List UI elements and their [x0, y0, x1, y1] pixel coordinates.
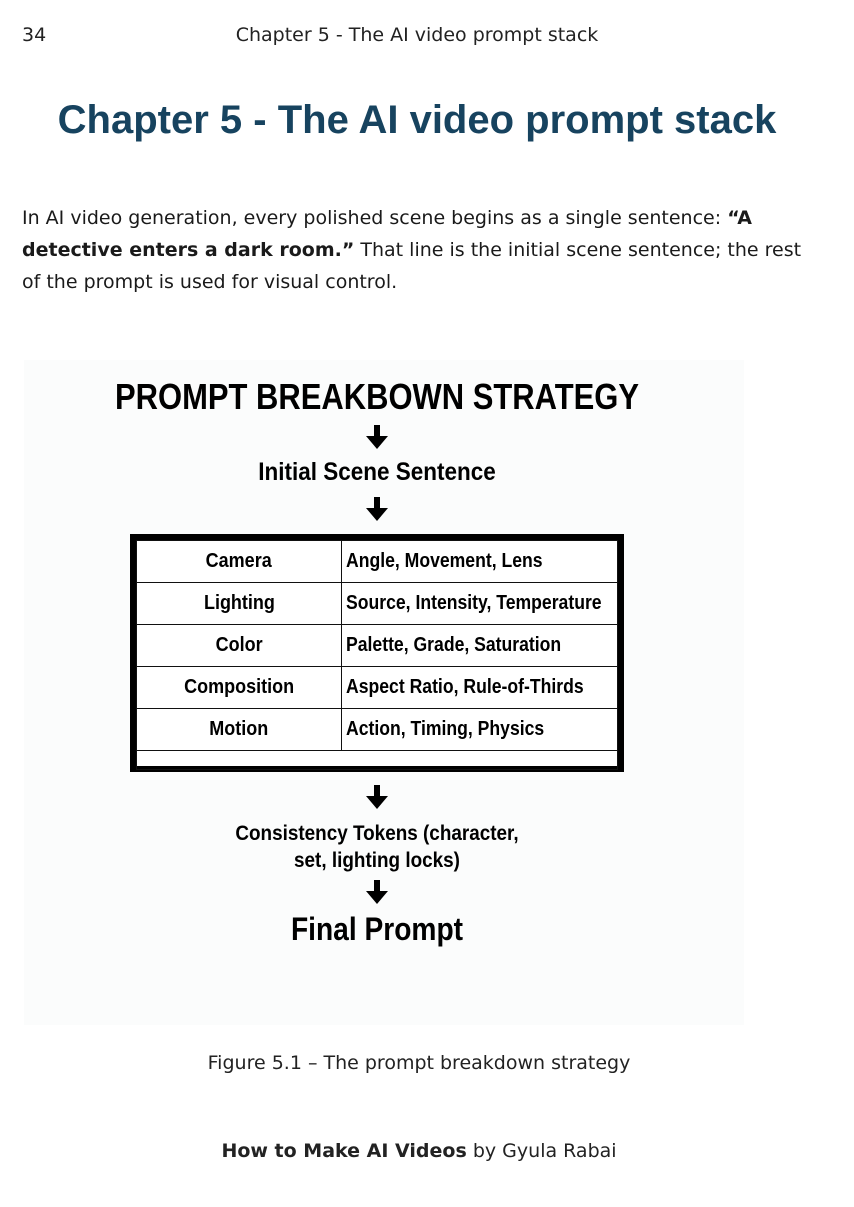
attributes-cell: Aspect Ratio, Rule-of-Thirds: [342, 667, 618, 709]
page-number: 34: [22, 24, 47, 46]
intro-lead: In AI video generation, every polished scene begins as a single sentence:: [22, 207, 728, 229]
diagram-title: PROMPT BREAKBOWN STRATEGY: [114, 376, 640, 417]
down-arrow-icon: [364, 424, 390, 450]
running-header: [0, 22, 854, 50]
consistency-tokens-label: [59, 820, 694, 874]
down-arrow-icon: [364, 879, 390, 905]
table-row: [137, 541, 618, 583]
intro-rest: That line is the initial scene sentence; the rest of the prompt is used for visual control.: [22, 239, 802, 293]
page-footer: [0, 1140, 838, 1162]
table-row: [137, 709, 618, 751]
attributes-cell: Source, Intensity, Temperature: [342, 583, 618, 625]
table-row: [137, 625, 618, 667]
intro-quote: “A detective enters a dark room.”: [22, 207, 752, 261]
category-cell: Camera: [137, 541, 342, 583]
running-title: Chapter 5 - The AI video prompt stack: [235, 24, 599, 46]
attributes-cell: Angle, Movement, Lens: [342, 541, 618, 583]
prompt-breakdown-diagram: [24, 360, 744, 1025]
category-cell: Composition: [137, 667, 342, 709]
category-cell: Color: [137, 625, 342, 667]
chapter-title: Chapter 5 - The AI video prompt stack: [57, 98, 777, 142]
intro-paragraph: [22, 202, 822, 298]
empty-table-row: [137, 751, 618, 770]
parameter-table: [130, 534, 624, 772]
table-row: [137, 583, 618, 625]
table-row: [137, 667, 618, 709]
final-prompt-label: Final Prompt: [290, 911, 464, 947]
initial-scene-label: Initial Scene Sentence: [258, 458, 496, 486]
author-byline: by Gyula Rabai: [466, 1140, 617, 1162]
attributes-cell: Palette, Grade, Saturation: [342, 625, 618, 667]
figure-caption: Figure 5.1 – The prompt breakdown strategy: [207, 1052, 631, 1074]
down-arrow-icon: [364, 496, 390, 522]
book-title: How to Make AI Videos: [221, 1140, 467, 1162]
category-cell: Lighting: [137, 583, 342, 625]
attributes-cell: Action, Timing, Physics: [342, 709, 618, 751]
down-arrow-icon: [364, 784, 390, 810]
category-cell: Motion: [137, 709, 342, 751]
tokens-label-line2: set, lighting locks): [294, 849, 460, 872]
tokens-label-line1: Consistency Tokens (character,: [235, 822, 519, 845]
